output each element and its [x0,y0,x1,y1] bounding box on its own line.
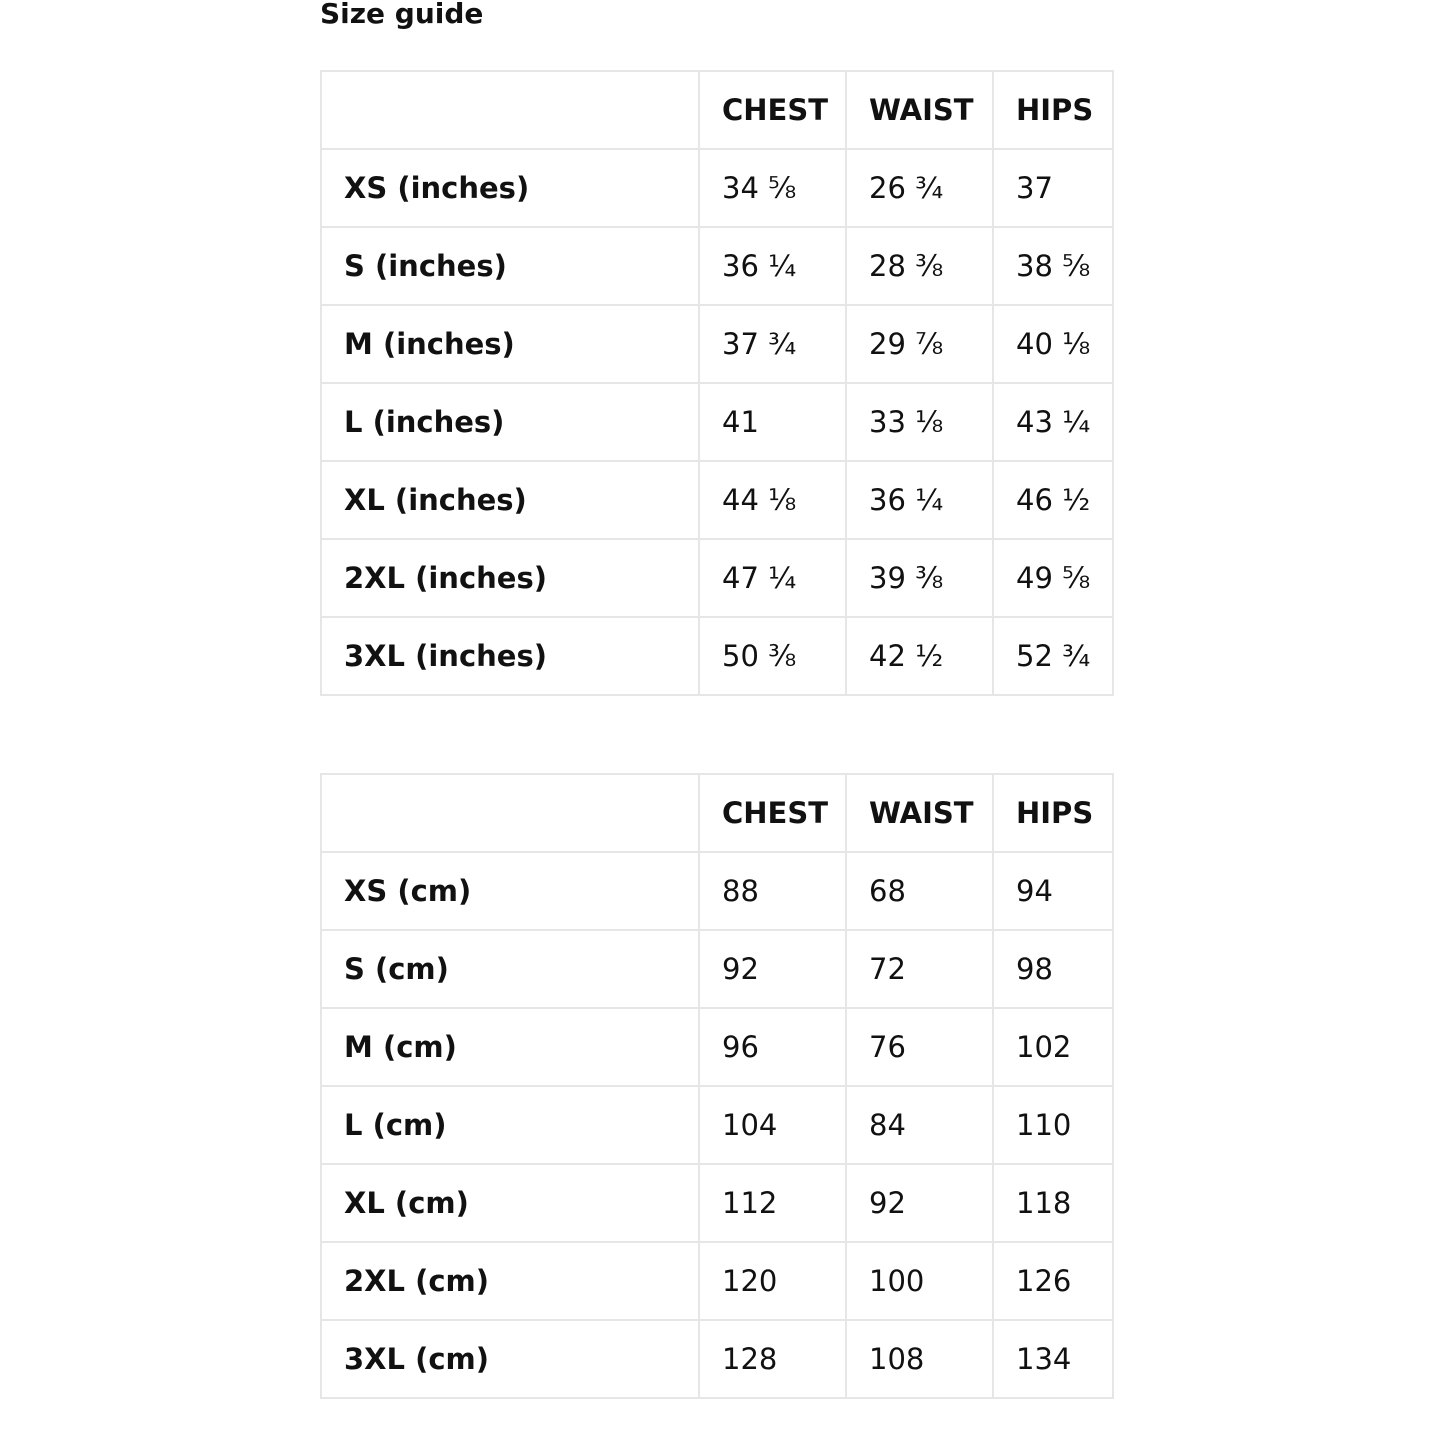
table-row [321,617,1113,695]
header-hips: HIPS [993,71,1113,149]
waist-value: 72 [846,930,993,1008]
table-row [321,383,1113,461]
header-chest: CHEST [699,774,846,852]
chest-value: 47 ¼ [699,539,846,617]
waist-value: 26 ¾ [846,149,993,227]
waist-value: 92 [846,1164,993,1242]
size-label: 3XL (inches) [321,617,699,695]
chest-value: 41 [699,383,846,461]
hips-value: 38 ⅝ [993,227,1113,305]
table-row [321,1164,1113,1242]
hips-value: 40 ⅛ [993,305,1113,383]
waist-value: 42 ½ [846,617,993,695]
size-label: M (cm) [321,1008,699,1086]
waist-value: 28 ⅜ [846,227,993,305]
page-title: Size guide [320,0,484,30]
size-table-cm [320,773,1114,1399]
chest-value: 128 [699,1320,846,1398]
chest-value: 112 [699,1164,846,1242]
header-hips: HIPS [993,774,1113,852]
hips-value: 134 [993,1320,1113,1398]
size-label: XL (inches) [321,461,699,539]
table-row [321,149,1113,227]
chest-value: 120 [699,1242,846,1320]
hips-value: 37 [993,149,1113,227]
size-label: L (cm) [321,1086,699,1164]
waist-value: 36 ¼ [846,461,993,539]
hips-value: 118 [993,1164,1113,1242]
table-row [321,539,1113,617]
chest-value: 37 ¾ [699,305,846,383]
hips-value: 126 [993,1242,1113,1320]
table-row [321,1320,1113,1398]
size-label: XS (inches) [321,149,699,227]
hips-value: 110 [993,1086,1113,1164]
table-row [321,930,1113,1008]
chest-value: 50 ⅜ [699,617,846,695]
chest-value: 34 ⅝ [699,149,846,227]
header-waist: WAIST [846,774,993,852]
table-row [321,1242,1113,1320]
hips-value: 94 [993,852,1113,930]
size-label: 2XL (cm) [321,1242,699,1320]
waist-value: 29 ⅞ [846,305,993,383]
waist-value: 33 ⅛ [846,383,993,461]
table-row [321,227,1113,305]
table-header-row [321,774,1113,852]
table-header-row [321,71,1113,149]
waist-value: 68 [846,852,993,930]
waist-value: 100 [846,1242,993,1320]
chest-value: 104 [699,1086,846,1164]
table-row [321,461,1113,539]
header-empty-cell [321,774,699,852]
size-label: XL (cm) [321,1164,699,1242]
chest-value: 36 ¼ [699,227,846,305]
chest-value: 44 ⅛ [699,461,846,539]
size-table-inches [320,70,1114,696]
waist-value: 108 [846,1320,993,1398]
size-label: L (inches) [321,383,699,461]
waist-value: 39 ⅜ [846,539,993,617]
hips-value: 102 [993,1008,1113,1086]
table-row [321,305,1113,383]
header-waist: WAIST [846,71,993,149]
chest-value: 88 [699,852,846,930]
header-empty-cell [321,71,699,149]
hips-value: 98 [993,930,1113,1008]
hips-value: 49 ⅝ [993,539,1113,617]
size-label: M (inches) [321,305,699,383]
hips-value: 43 ¼ [993,383,1113,461]
size-label: 3XL (cm) [321,1320,699,1398]
size-label: XS (cm) [321,852,699,930]
chest-value: 96 [699,1008,846,1086]
table-row [321,1008,1113,1086]
hips-value: 52 ¾ [993,617,1113,695]
header-chest: CHEST [699,71,846,149]
waist-value: 84 [846,1086,993,1164]
hips-value: 46 ½ [993,461,1113,539]
table-row [321,1086,1113,1164]
size-label: S (inches) [321,227,699,305]
waist-value: 76 [846,1008,993,1086]
size-label: S (cm) [321,930,699,1008]
size-label: 2XL (inches) [321,539,699,617]
table-row [321,852,1113,930]
chest-value: 92 [699,930,846,1008]
